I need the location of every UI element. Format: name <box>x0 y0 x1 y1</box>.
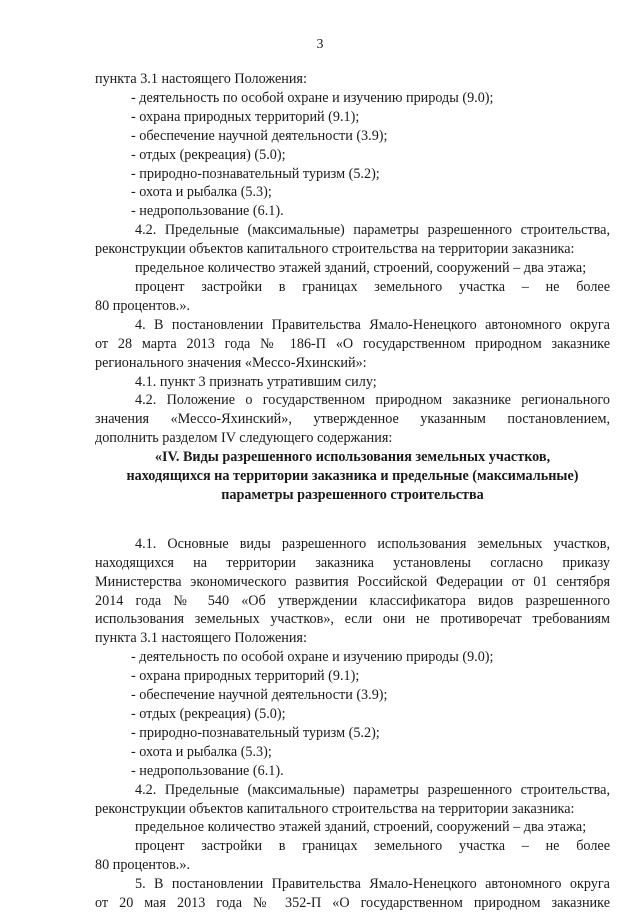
list-item: - деятельность по особой охране и изучению природы (9.0); <box>131 89 494 106</box>
paragraph-line: предельное количество этажей зданий, строений, сооружений – два этажа; <box>135 260 587 277</box>
paragraph-line: от 28 марта 2013 года № 186-П «О государственном природном заказнике <box>95 335 610 352</box>
paragraph-line: процент застройки в границах земельного участка – не более <box>135 278 610 295</box>
list-item: - обеспечение научной деятельности (3.9); <box>131 127 388 144</box>
paragraph-line: 5. В постановлении Правительства Ямало-Ненецкого автономного округа <box>135 876 610 893</box>
paragraph-line: использования земельных участков», если они не противоречат требованиям <box>95 611 610 628</box>
paragraph-line: 4.1. пункт 3 признать утратившим силу; <box>135 373 377 390</box>
list-item: - недропользование (6.1). <box>131 762 284 779</box>
paragraph-line: 4.2. Предельные (максимальные) параметры разрешенного строительства, <box>135 222 610 239</box>
top-intro: пункта 3.1 настоящего Положения: <box>95 71 307 87</box>
heading-line: «IV. Виды разрешенного использования земельных участков, <box>154 449 551 466</box>
list-item: - обеспечение научной деятельности (3.9); <box>131 687 388 704</box>
paragraph-line: от 20 мая 2013 года № 352-П «О государственном природном заказнике <box>95 895 610 912</box>
paragraph-line: значения «Мессо-Яхинский», утвержденное указанным постановлением, <box>95 411 610 428</box>
section-list <box>95 648 610 780</box>
top-list <box>95 89 610 221</box>
heading-line: находящихся на территории заказника и предельные (максимальные) <box>126 468 579 485</box>
paragraph-line: 4.1. Основные виды разрешенного использования земельных участков, <box>135 535 610 552</box>
paragraph-line: 4.2. Положение о государственном природном заказнике регионального <box>135 392 610 409</box>
page-number: 3 <box>316 37 324 52</box>
list-item: - охрана природных территорий (9.1); <box>131 108 360 125</box>
paragraph-line: 4. В постановлении Правительства Ямало-Ненецкого автономного округа <box>135 316 610 333</box>
list-item: - недропользование (6.1). <box>131 203 284 220</box>
paragraph-line: реконструкции объектов капитального строительства на территории заказника: <box>95 800 575 817</box>
paragraph-line: предельное количество этажей зданий, строений, сооружений – два этажа; <box>135 819 587 836</box>
paragraph-line: пункта 3.1 настоящего Положения: <box>95 630 307 647</box>
section-heading <box>95 448 610 505</box>
paragraph-line: Министерства экономического развития Российской Федерации от 01 сентября <box>95 573 610 590</box>
list-item: - отдых (рекреация) (5.0); <box>131 706 286 722</box>
paragraph-line: реконструкции объектов капитального строительства на территории заказника: <box>95 241 575 258</box>
list-item: - охота и рыбалка (5.3); <box>131 743 272 760</box>
list-item: - отдых (рекреация) (5.0); <box>131 146 286 163</box>
paragraph-line: дополнить разделом IV следующего содержания: <box>95 430 393 447</box>
list-item: - деятельность по особой охране и изучению природы (9.0); <box>131 649 494 666</box>
list-item: - природно-познавательный туризм (5.2); <box>131 724 380 741</box>
spacer <box>95 505 610 535</box>
list-item: - охота и рыбалка (5.3); <box>131 184 272 201</box>
paragraph-line: 4.2. Предельные (максимальные) параметры разрешенного строительства, <box>135 781 610 798</box>
heading-line: параметры разрешенного строительства <box>221 486 484 503</box>
paragraph-line: регионального значения «Мессо-Яхинский»: <box>95 354 367 371</box>
paragraph-line: процент застройки в границах земельного участка – не более <box>135 838 610 855</box>
list-item: - природно-познавательный туризм (5.2); <box>131 165 380 182</box>
paragraph-line: 80 процентов.». <box>95 857 190 874</box>
paragraph-line: 2014 года № 540 «Об утверждении классификатора видов разрешенного <box>95 592 610 609</box>
list-item: - охрана природных территорий (9.1); <box>131 668 360 685</box>
paragraph-line: находящихся на территории заказника установлены согласно приказу <box>95 554 610 571</box>
paragraph-line: 80 процентов.». <box>95 297 190 314</box>
document-body <box>95 70 610 913</box>
